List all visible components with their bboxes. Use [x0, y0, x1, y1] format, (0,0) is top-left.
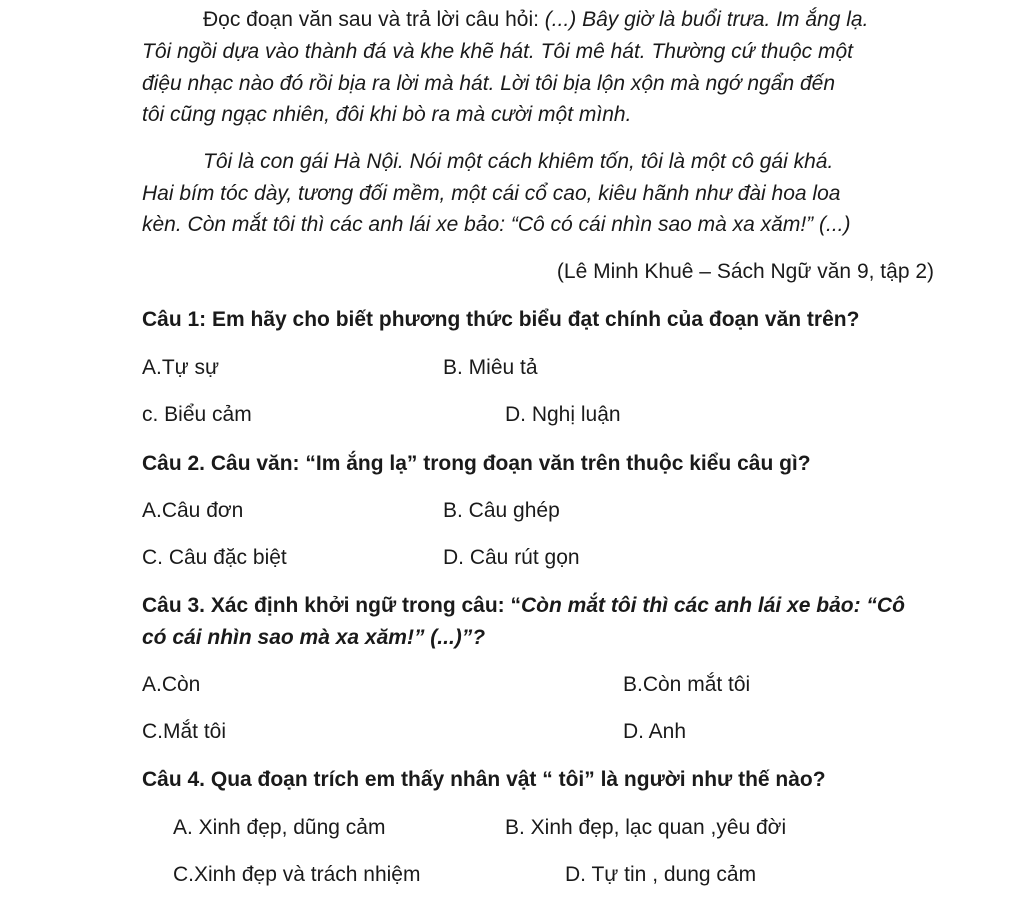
question-3-option-a: A.Còn	[142, 673, 201, 696]
question-3-prompt-line-1	[142, 592, 905, 620]
passage-line-5: Tôi là con gái Hà Nội. Nói một cách khiêm tốn, tôi là một cô gái khá.	[203, 150, 834, 173]
passage-line-7: kèn. Còn mắt tôi thì các anh lái xe bảo: “Cô có cái nhìn sao mà xa xăm!” (...)	[142, 213, 851, 236]
question-4-option-a: A. Xinh đẹp, dũng cảm	[173, 816, 386, 839]
question-3-quote-1: Còn mắt tôi thì các anh lái xe bảo: “Cô	[521, 594, 905, 617]
passage-text: (...) Bây giờ là buổi trưa. Im ắng lạ.	[544, 8, 869, 31]
question-2-option-c: C. Câu đặc biệt	[142, 546, 287, 569]
question-2-prompt: Câu 2. Câu văn: “Im ắng lạ” trong đoạn văn trên thuộc kiểu câu gì?	[142, 452, 811, 475]
question-2-option-d: D. Câu rút gọn	[443, 546, 580, 569]
question-3-option-b: B.Còn mắt tôi	[623, 673, 751, 696]
question-2-option-b: B. Câu ghép	[443, 499, 560, 522]
question-1-option-a: A.Tự sự	[142, 356, 220, 379]
question-1-prompt: Câu 1: Em hãy cho biết phương thức biểu đạt chính của đoạn văn trên?	[142, 308, 860, 331]
question-3-option-d: D. Anh	[623, 720, 687, 743]
question-2-option-a: A.Câu đơn	[142, 499, 244, 522]
instruction-text: Đọc đoạn văn sau và trả lời câu hỏi:	[203, 8, 545, 31]
passage-source: (Lê Minh Khuê – Sách Ngữ văn 9, tập 2)	[556, 260, 934, 283]
passage-line-6: Hai bím tóc dày, tương đối mềm, một cái cổ cao, kiêu hãnh như đài hoa loa	[142, 182, 841, 205]
question-4-prompt: Câu 4. Qua đoạn trích em thấy nhân vật “ tôi” là người như thế nào?	[142, 768, 826, 791]
question-4-option-d: D. Tự tin , dung cảm	[565, 863, 757, 886]
question-4-option-b: B. Xinh đẹp, lạc quan ,yêu đời	[505, 816, 787, 839]
question-1-option-d: D. Nghị luận	[505, 403, 621, 426]
question-4-option-c: C.Xinh đẹp và trách nhiệm	[173, 863, 421, 886]
question-1-option-c: c. Biểu cảm	[142, 403, 252, 426]
question-3-option-c: C.Mắt tôi	[142, 720, 227, 743]
question-3-prompt-lead: Câu 3. Xác định khởi ngữ trong câu: “	[142, 594, 522, 617]
passage-line-3: điệu nhạc nào đó rồi bịa ra lời mà hát. Lời tôi bịa lộn xộn mà ngớ ngẩn đến	[142, 72, 836, 95]
question-1-option-b: B. Miêu tả	[443, 356, 538, 379]
passage-line-4: tôi cũng ngạc nhiên, đôi khi bò ra mà cười một mình.	[142, 103, 632, 126]
passage-line-2: Tôi ngồi dựa vào thành đá và khe khẽ hát. Tôi mê hát. Thường cứ thuộc một	[142, 40, 854, 63]
question-3-prompt-line-2: có cái nhìn sao mà xa xăm!” (...)”?	[142, 626, 486, 649]
passage-line-1	[203, 6, 868, 34]
